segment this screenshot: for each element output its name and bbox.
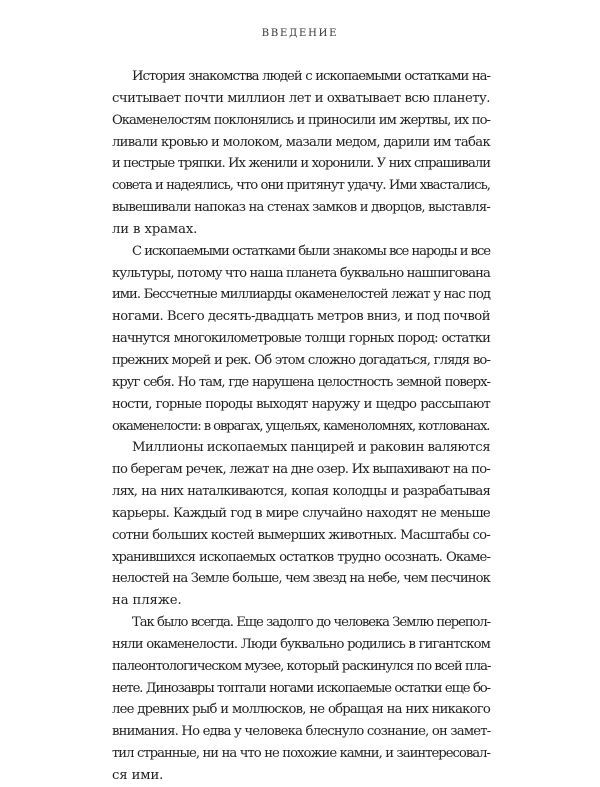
text-line: С ископаемыми остатками были знакомы все народы и все	[132, 243, 490, 259]
text-line: на пляже.	[112, 593, 182, 609]
text-line: няли окаменелости. Люди буквально родились в гигантском	[112, 636, 490, 652]
text-line: прежних морей и рек. Об этом сложно догадаться, глядя во-	[112, 352, 490, 368]
text-line: окаменелости: в оврагах, ущельях, каменоломнях, котлованах.	[112, 418, 490, 434]
text-line: лее древних рыб и моллюсков, не обращая на них никакого	[112, 702, 490, 718]
text-line: сотни больших костей вымерших животных. Масштабы со-	[112, 527, 491, 543]
paragraph-2	[112, 241, 490, 438]
text-line: карьеры. Каждый год в мире случайно находят не меньше	[112, 505, 490, 521]
text-line: вывешивали напоказ на стенах замков и дворцов, выставля-	[112, 200, 490, 216]
text-line: хранившихся ископаемых остатков трудно осознать. Окаме-	[112, 549, 490, 565]
text-line: палеонтологическом музее, который раскинулся по всей пла-	[112, 658, 491, 674]
text-line: ими. Бессчетные миллиарды окаменелостей лежат у нас под	[112, 287, 490, 303]
text-line: История знакомства людей с ископаемыми остатками на-	[132, 69, 490, 84]
text-line: лях, на них наталкиваются, копая колодцы и разрабатывая	[112, 484, 490, 500]
text-line: тил странные, ни на что не похожие камни, и заинтересовал-	[112, 746, 490, 762]
text-line: внимания. Но едва у человека блеснуло сознание, он замет-	[112, 724, 491, 740]
text-line: ности, горные породы выходят наружу и щедро рассыпают	[112, 396, 490, 412]
running-head: ВВЕДЕНИЕ	[261, 28, 339, 39]
paragraph-1	[112, 66, 490, 241]
text-line: по берегам речек, лежат на дне озер. Их выпахивают на по-	[112, 462, 490, 478]
text-line: и пестрые тряпки. Их женили и хоронили. У них спрашивали	[112, 156, 490, 172]
text-line: ли в храмах.	[112, 221, 198, 237]
text-line: Миллионы ископаемых панцирей и раковин валяются	[132, 440, 491, 456]
text-line: ливали кровью и молоком, мазали медом, дарили им табак	[112, 134, 490, 150]
text-line: ся ими.	[112, 768, 164, 783]
paragraph-4	[112, 612, 490, 787]
text-line: культуры, потому что наша планета буквально нашпигована	[112, 265, 490, 281]
text-line: круг себя. Но там, где нарушена целостность земной поверх-	[112, 374, 490, 390]
text-line: считывает почти миллион лет и охватывает всю планету.	[112, 90, 490, 106]
text-line: Так было всегда. Еще задолго до человека Землю перепол-	[132, 615, 490, 631]
text-line: нелостей на Земле больше, чем звезд на небе, чем песчинок	[112, 571, 490, 587]
text-line: Окаменелостям поклонялись и приносили им жертвы, их по-	[112, 112, 490, 128]
text-line: ногами. Всего десять-двадцать метров вниз, и под почвой	[112, 309, 491, 325]
text-line: совета и надеялись, что они притянут удачу. Ими хвастались,	[112, 178, 490, 194]
text-line: нете. Динозавры топтали ногами ископаемые остатки еще бо-	[112, 680, 490, 696]
paragraph-3	[112, 437, 490, 612]
body-text	[112, 66, 490, 787]
text-line: начнутся многокилометровые толщи горных пород: остатки	[112, 331, 490, 347]
